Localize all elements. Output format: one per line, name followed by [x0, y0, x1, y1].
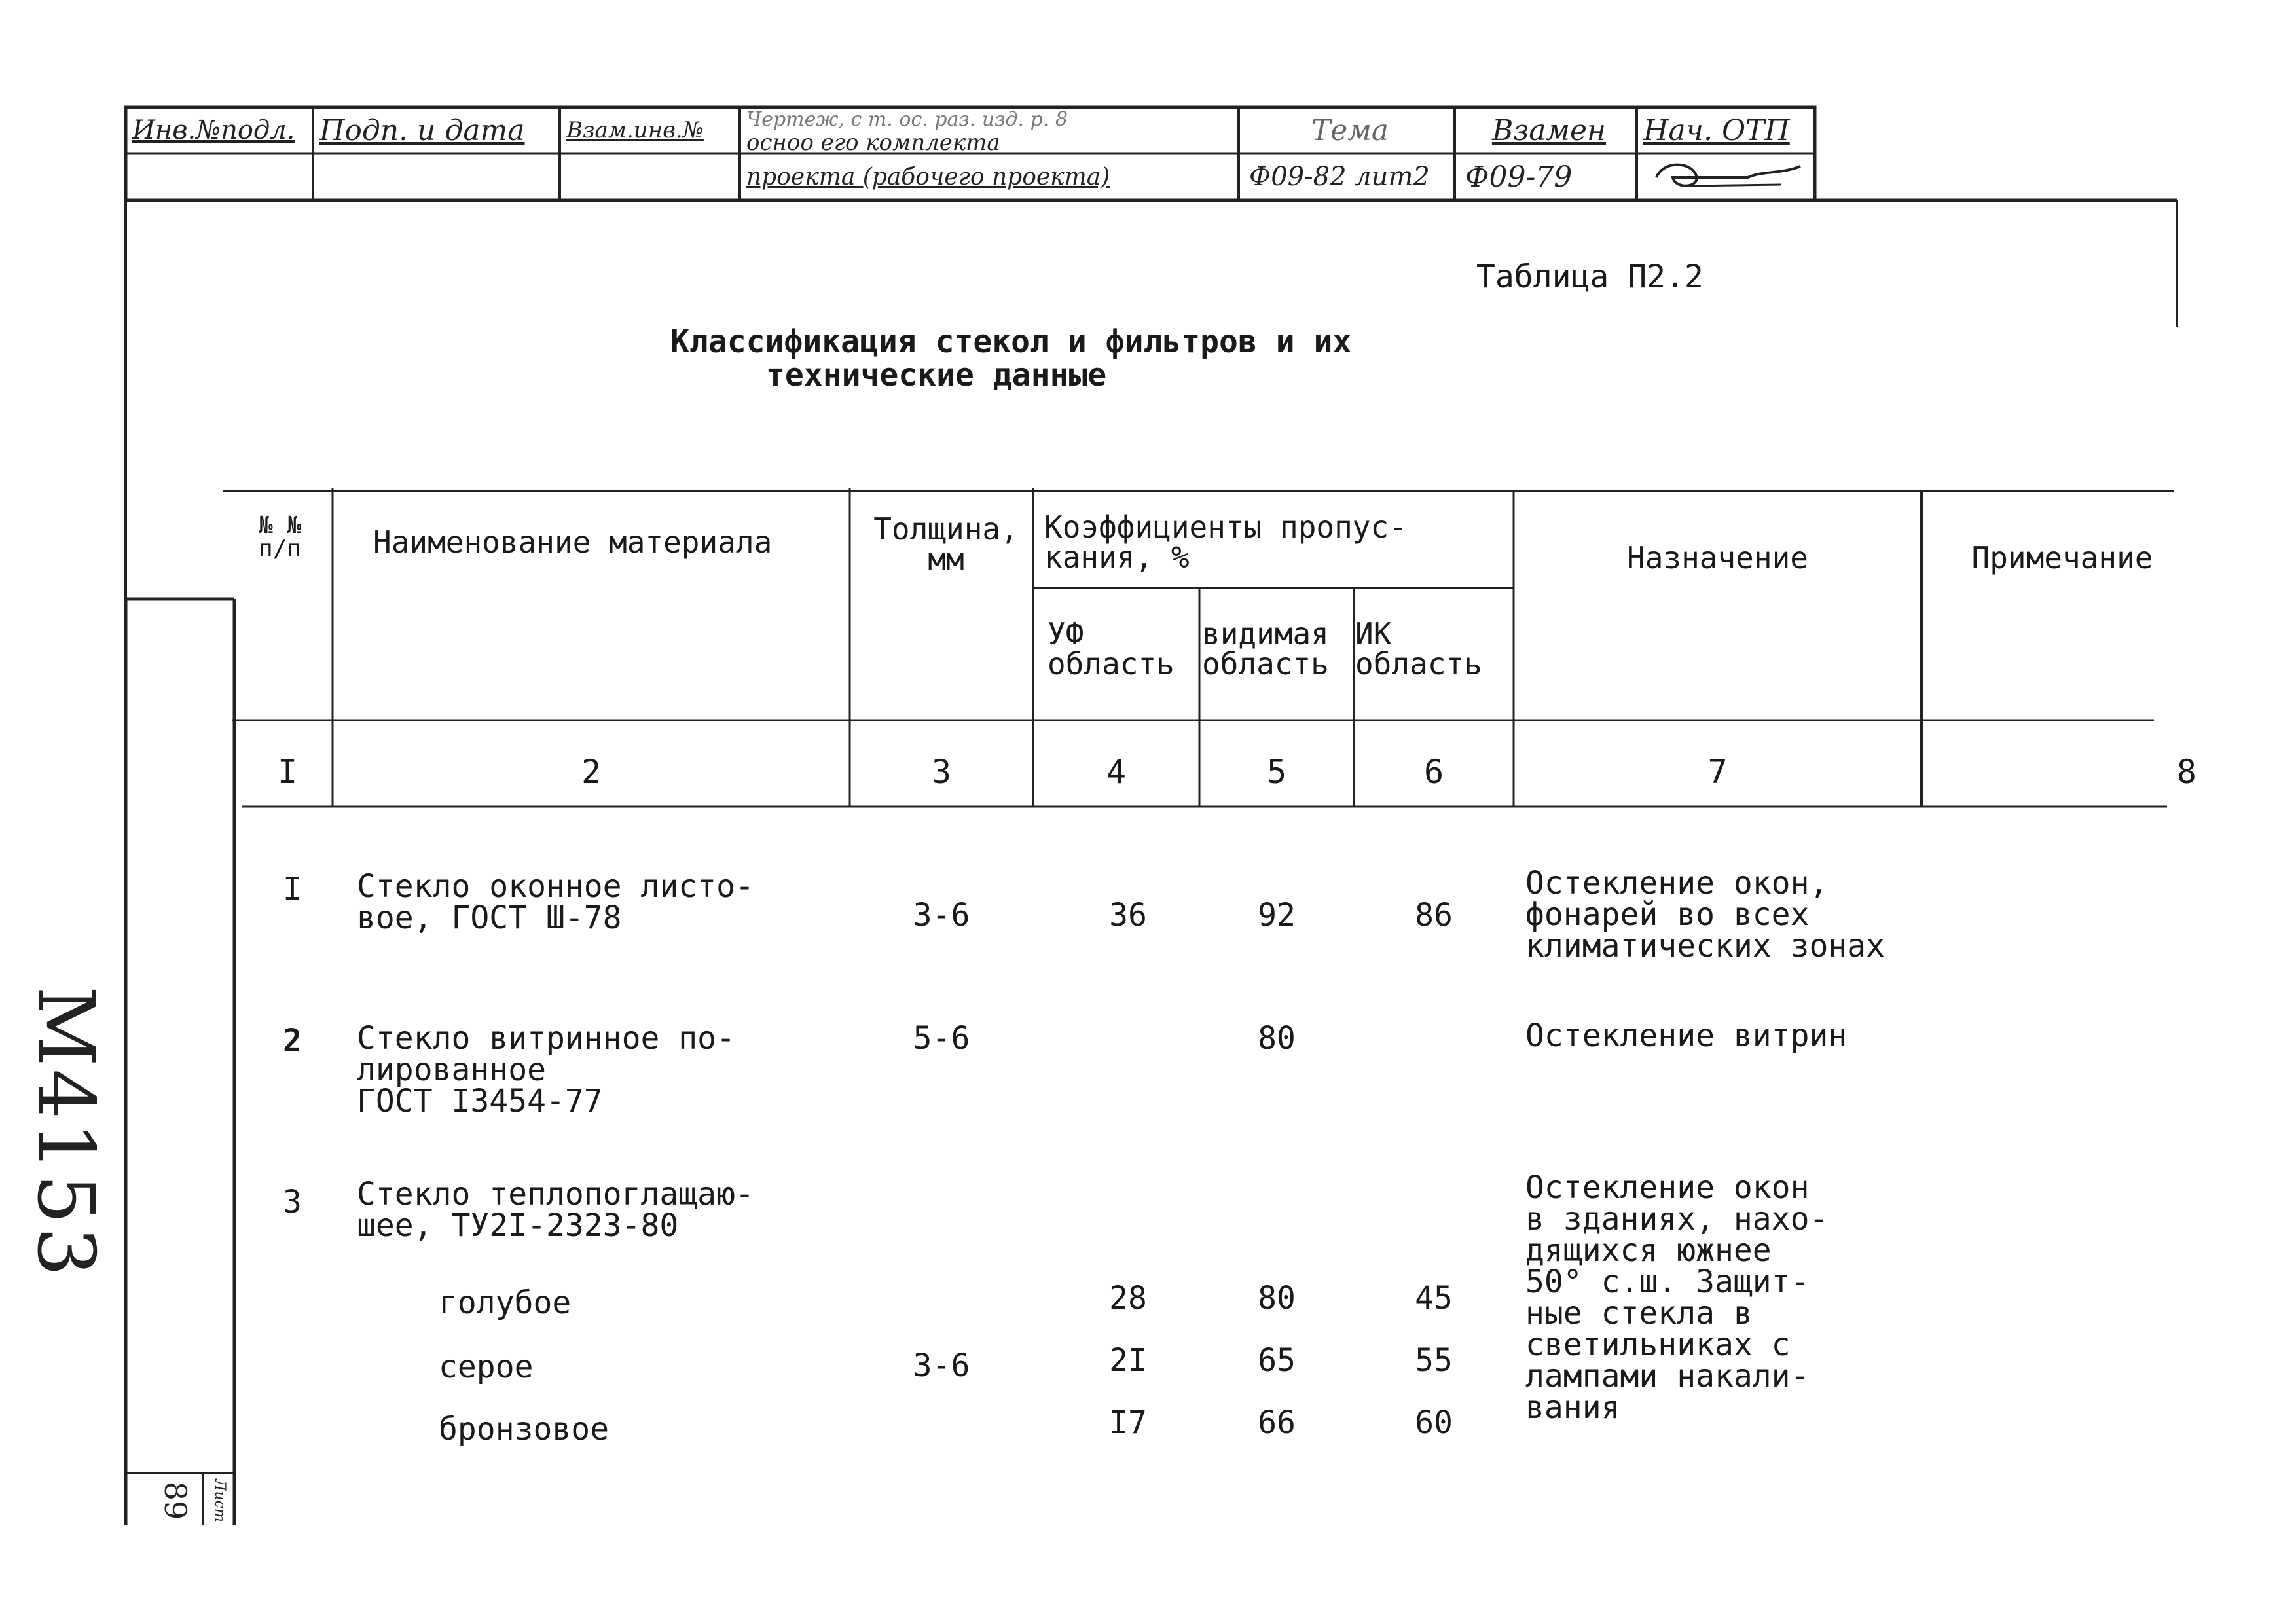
subrow-uv: 28 [1109, 1280, 1147, 1317]
stamp-header-inv: Инв.№подл. [132, 115, 295, 145]
row-ir: 86 [1415, 897, 1453, 934]
col-number: 2 [581, 753, 602, 791]
col-number: 8 [2176, 753, 2196, 791]
table-title-line1: Классификация стекол и фильтров и их [670, 323, 1352, 360]
col-number: 5 [1266, 753, 1287, 791]
row-uv: 36 [1109, 897, 1147, 934]
header-uv: УФ область [1048, 616, 1175, 682]
col-number: 6 [1423, 753, 1444, 791]
col-number: I [277, 753, 298, 791]
header-num: № № п/п [259, 512, 302, 562]
subrow-name: серое [439, 1349, 534, 1385]
sheet-number: 89 [158, 1481, 193, 1520]
subrow-name: бронзовое [439, 1411, 610, 1448]
subrow-name: голубое [439, 1285, 572, 1321]
stamp-header-replaces: Взамен [1491, 113, 1607, 147]
subrow-visible: 66 [1258, 1404, 1296, 1441]
row-num: I [283, 871, 302, 907]
row-name: Стекло оконное листо- вое, ГОСТ Ш-78 [357, 868, 754, 936]
row-visible: 92 [1258, 897, 1296, 934]
stamp-signature [1650, 155, 1807, 198]
header-name: Наименование материала [373, 524, 773, 560]
stamp-header-topic: Тема [1311, 113, 1389, 147]
stamp-code: Ф09-82 лит2 [1249, 162, 1430, 192]
table-title-line2: технические данные [766, 357, 1107, 393]
subrow-ir: 55 [1415, 1342, 1453, 1379]
subrow-ir: 45 [1415, 1280, 1453, 1317]
stamp-notes-line1: осноо его комплекта [746, 130, 1000, 156]
subrow-uv: 2I [1109, 1342, 1147, 1379]
subrow-uv: I7 [1109, 1404, 1147, 1441]
header-coeff: Коэффициенты пропус- кания, % [1044, 509, 1407, 575]
row-name: Стекло витринное по- лированное ГОСТ I3454-77 [357, 1020, 735, 1120]
stamp-header-head: Нач. ОТП [1643, 113, 1790, 147]
row-name: Стекло теплопоглащаю- шее, ТУ2I-2323-80 [357, 1176, 754, 1244]
inventory-number: М4153 [20, 985, 111, 1280]
row-purpose: Остекление витрин [1525, 1017, 1848, 1054]
row-thickness: 5-6 [913, 1020, 970, 1057]
stamp-header-replace-inv: Взам.инв.№ [566, 117, 704, 143]
subrow-ir: 60 [1415, 1404, 1453, 1441]
header-visible: видимая область [1202, 616, 1329, 682]
row-visible: 80 [1258, 1020, 1296, 1057]
header-thickness: Толщина, мм [873, 511, 1019, 577]
header-purpose: Назначение [1627, 540, 1808, 575]
row-num: 2 [283, 1023, 302, 1059]
row-thickness: 3-6 [913, 1347, 970, 1384]
col-number: 4 [1106, 753, 1127, 791]
stamp-header-drawing: Чертеж, с т. ос. раз. изд. р. 8 [746, 107, 1068, 131]
col-number: 3 [931, 753, 952, 791]
sheet-label: Лист [211, 1479, 228, 1522]
stamp-replaces-value: Ф09-79 [1465, 160, 1573, 194]
row-thickness: 3-6 [913, 897, 970, 934]
subrow-visible: 80 [1258, 1280, 1296, 1317]
stamp-notes-line2: проекта (рабочего проекта) [746, 164, 1110, 191]
col-number: 7 [1707, 753, 1728, 791]
row-purpose: Остекление окон, фонарей во всех климатических зонах [1525, 865, 1886, 964]
row-purpose: Остекление окон в зданиях, нахо- дящихся южнее 50° с.ш. Защит- ные стекла в светильниках с лампами накали- вания [1525, 1169, 1829, 1426]
subrow-visible: 65 [1258, 1342, 1296, 1379]
row-num: 3 [283, 1184, 302, 1220]
header-ir: ИК область [1355, 616, 1482, 682]
stamp-header-sign: Подп. и дата [319, 113, 525, 147]
header-note: Примечание [1971, 540, 2153, 575]
table-label: Таблица П2.2 [1476, 259, 1704, 295]
